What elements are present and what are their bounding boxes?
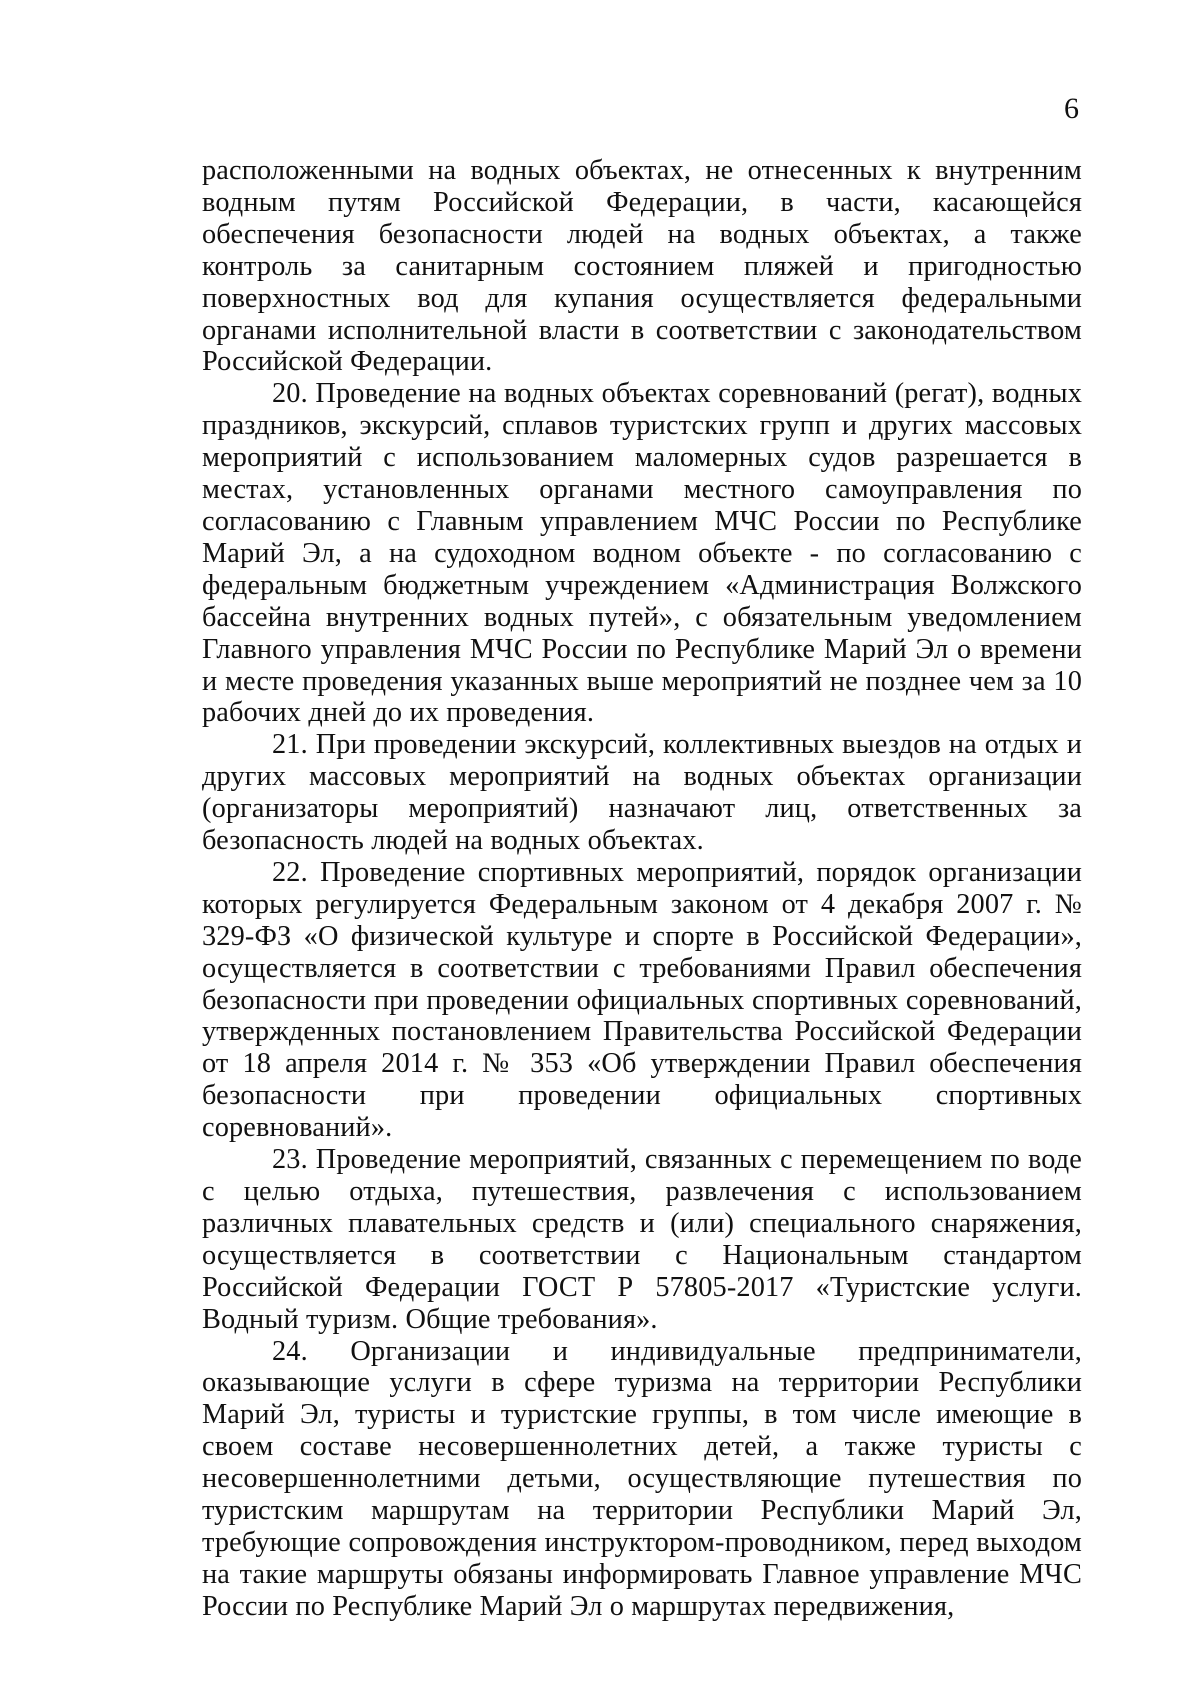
paragraph-item-23: 23. Проведение мероприятий, связанных с перемещением по воде с целью отдыха, путешествия, развлечения с использованием различных плавательных средств и (или) специального снаряжения, осуществляется в соответствии с Национальным стандартом Российской Федерации ГОСТ Р 57805-2017 «Туристские услуги. Водный туризм. Общие требования». <box>202 1144 1082 1335</box>
paragraph-item-20: 20. Проведение на водных объектах соревнований (регат), водных праздников, экскурсий, сплавов туристских групп и других массовых мероприятий с использованием маломерных судов разрешается в местах, установленных органами местного самоуправления по согласованию с Главным управлением МЧС России по Республике Марий Эл, а на судоходном водном объекте - по согласованию с федеральным бюджетным учреждением «Администрация Волжского бассейна внутренних водных путей», с обязательным уведомлением Главного управления МЧС России по Республике Марий Эл о времени и месте проведения указанных выше мероприятий не позднее чем за 10 рабочих дней до их проведения. <box>202 378 1082 729</box>
paragraph-continuation: расположенными на водных объектах, не отнесенных к внутренним водным путям Российской Федерации, в части, касающейся обеспечения безопасности людей на водных объектах, а также контроль за санитарным состоянием пляжей и пригодностью поверхностных вод для купания осуществляется федеральными органами исполнительной власти в соответствии с законодательством Российской Федерации. <box>202 155 1082 378</box>
paragraph-item-21: 21. При проведении экскурсий, коллективных выездов на отдых и других массовых мероприятий на водных объектах организации (организаторы мероприятий) назначают лиц, ответственных за безопасность людей на водных объектах. <box>202 729 1082 857</box>
page-number: 6 <box>1064 92 1079 125</box>
paragraph-item-24: 24. Организации и индивидуальные предприниматели, оказывающие услуги в сфере туризма на территории Республики Марий Эл, туристы и туристские группы, в том числе имеющие в своем составе несовершеннолетних детей, а также туристы с несовершеннолетними детьми, осуществляющие путешествия по туристским маршрутам на территории Республики Марий Эл, требующие сопровождения инструктором-проводником, перед выходом на такие маршруты обязаны информировать Главное управление МЧС России по Республике Марий Эл о маршрутах передвижения, <box>202 1335 1082 1622</box>
paragraph-item-22: 22. Проведение спортивных мероприятий, порядок организации которых регулируется Федеральным законом от 4 декабря 2007 г. № 329-ФЗ «О физической культуре и спорте в Российской Федерации», осуществляется в соответствии с требованиями Правил обеспечения безопасности при проведении официальных спортивных соревнований, утвержденных постановлением Правительства Российской Федерации от 18 апреля 2014 г. № 353 «Об утверждении Правил обеспечения безопасности при проведении официальных спортивных соревнований». <box>202 856 1082 1144</box>
document-body <box>202 155 1082 1623</box>
